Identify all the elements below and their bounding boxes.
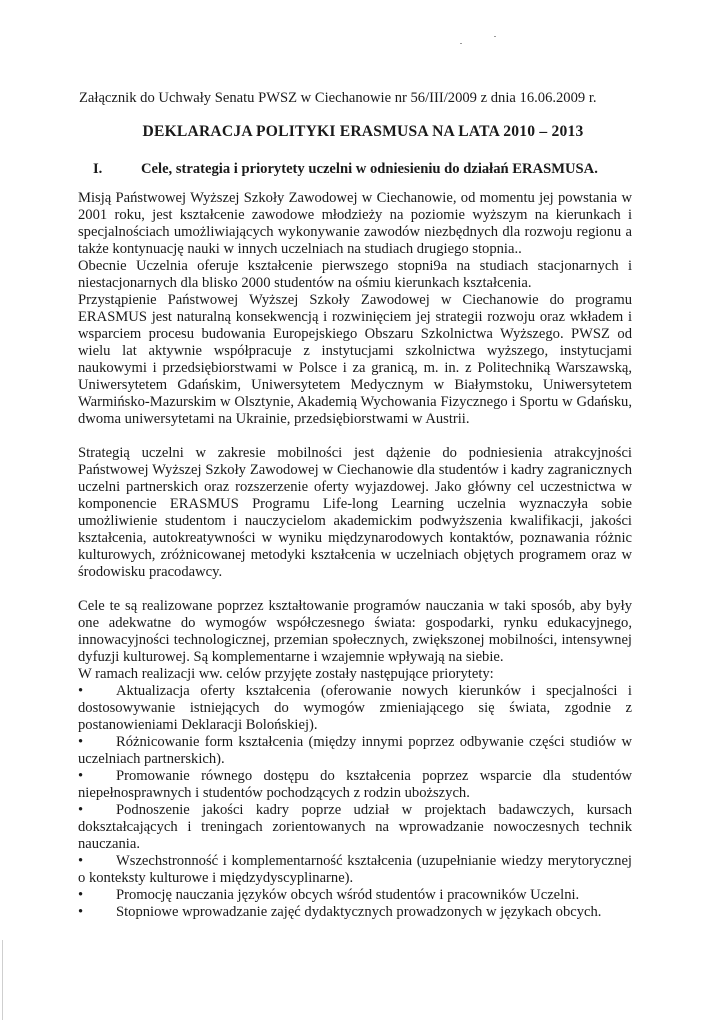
priority-text: Podnoszenie jakości kadry poprze udział w projektach badawczych, kursach dokształcających i treningach zorientowanych na wprowadzanie nowoczesnych technik nauczania. — [78, 802, 632, 852]
bullet-symbol: • — [78, 802, 84, 818]
priority-text: Stopniowe wprowadzanie zajęć dydaktycznych prowadzonych w językach obcych. — [116, 904, 602, 920]
section-heading — [93, 161, 598, 178]
bullet-symbol: • — [78, 887, 84, 903]
priority-item — [78, 853, 632, 887]
priority-item — [78, 768, 632, 802]
paragraph-goals: Cele te są realizowane poprzez kształtowanie programów nauczania w taki sposób, aby były one adekwatne do wymogów współczesnego świata: gospodarki, rynku edukacyjnego, innowacyjności technologicznej, przemian społecznych, zwiększonej mobilności, intensywnej dyfuzji kulturowej. Są komplementarne i wzajemnie wpływają na siebie. — [78, 598, 632, 665]
priority-text: Promocję nauczania języków obcych wśród studentów i pracowników Uczelni. — [116, 887, 580, 903]
paragraph-mission: Misją Państwowej Wyższej Szkoły Zawodowej w Ciechanowie, od momentu jej powstania w 2001 roku, jest kształcenie zawodowe młodzieży na poziomie wyższym na kierunkach i specjalnościach umożliwiających wykonywanie zawodów niezbędnych dla rozwoju regionu a także kontynuację nauki w innych uczelniach na studiach drugiego stopnia.. — [78, 190, 632, 257]
bullet-symbol: • — [78, 734, 84, 750]
section-number: I. — [93, 161, 103, 177]
scan-speck — [460, 43, 462, 44]
priority-item — [78, 802, 632, 853]
priority-item — [78, 734, 632, 768]
priority-text: Różnicowanie form kształcenia (między innymi poprzez odbywanie części studiów w uczelniach partnerskich). — [78, 734, 632, 767]
paragraph-mobility-strategy: Strategią uczelni w zakresie mobilności jest dążenie do podniesienia atrakcyjności Państwowej Wyższej Szkoły Zawodowej w Ciechanowie dla studentów i kadry zagranicznych uczelni partnerskich oraz rozszerzenie oferty wyjazdowej. Jako główny cel uczestnictwa w komponencie ERASMUS Programu Life-long Learning uczelnia wyznaczyła sobie umożliwienie studentom i nauczycielom akademickim podwyższenia kwalifikacji, jakości kształcenia, autokreatywności w wyniku międzynarodowych kontaktów, poznawania różnic kulturowych, zróżnicowanej metodyki kształcenia w uczelniach objętych programem oraz w środowisku pracodawcy. — [78, 445, 632, 580]
priority-text: Promowanie równego dostępu do kształcenia poprzez wsparcie dla studentów niepełnosprawnych i studentów pochodzących z rodzin uboższych. — [78, 768, 632, 801]
paragraph-offer: Obecnie Uczelnia oferuje kształcenie pierwszego stopni9a na studiach stacjonarnych i niestacjonarnych dla blisko 2000 studentów na ośmiu kierunkach kształcenia. — [78, 258, 632, 291]
attachment-note: Załącznik do Uchwały Senatu PWSZ w Ciechanowie nr 56/III/2009 z dnia 16.06.2009 r. — [79, 90, 597, 106]
paragraph-erasmus-accession: Przystąpienie Państwowej Wyższej Szkoły Zawodowej w Ciechanowie do programu ERASMUS jest naturalną konsekwencją i rozwinięciem jej strategii rozwoju oraz wkładem i wsparciem procesu budowania Europejskiego Obszaru Szkolnictwa Wyższego. PWSZ od wielu lat aktywnie współpracuje z instytucjami szkolnictwa wyższego, instytucjami naukowymi i przedsiębiorstwami w Polsce i za granicą, m. in. z Politechniką Warszawską, Uniwersytetem Gdańskim, Uniwersytetem Medycznym w Białymstoku, Uniwersytetem Warmińsko-Mazurskim w Olsztynie, Akademią Wychowania Fizycznego i Sportu w Gdańsku, dwoma uniwersytetami na Ukrainie, przedsiębiorstwami w Austrii. — [78, 292, 632, 427]
bullet-symbol: • — [78, 853, 84, 869]
section-heading-text: Cele, strategia i priorytety uczelni w odniesieniu do działań ERASMUSA. — [141, 161, 598, 177]
scan-speck — [494, 36, 496, 37]
document-body — [78, 190, 632, 921]
scan-edge-mark — [2, 940, 3, 1020]
priority-item — [78, 683, 632, 734]
bullet-symbol: • — [78, 904, 84, 920]
priority-item — [78, 904, 632, 921]
priority-item — [78, 887, 632, 904]
priority-text: Aktualizacja oferty kształcenia (oferowanie nowych kierunków i specjalności i dostosowywanie istniejących do wymogów zmieniającego się świata, zgodnie z postanowieniami Deklaracji Bolońskiej). — [78, 683, 632, 733]
bullet-symbol: • — [78, 768, 84, 784]
priority-text: Wszechstronność i komplementarność kształcenia (uzupełnianie wiedzy merytorycznej o konteksty kulturowe i międzydyscyplinarne). — [78, 853, 632, 886]
paragraph-priorities-intro: W ramach realizacji ww. celów przyjęte zostały następujące priorytety: — [78, 666, 494, 682]
document-title: DEKLARACJA POLITYKI ERASMUSA NA LATA 2010 – 2013 — [142, 123, 584, 140]
bullet-symbol: • — [78, 683, 84, 699]
